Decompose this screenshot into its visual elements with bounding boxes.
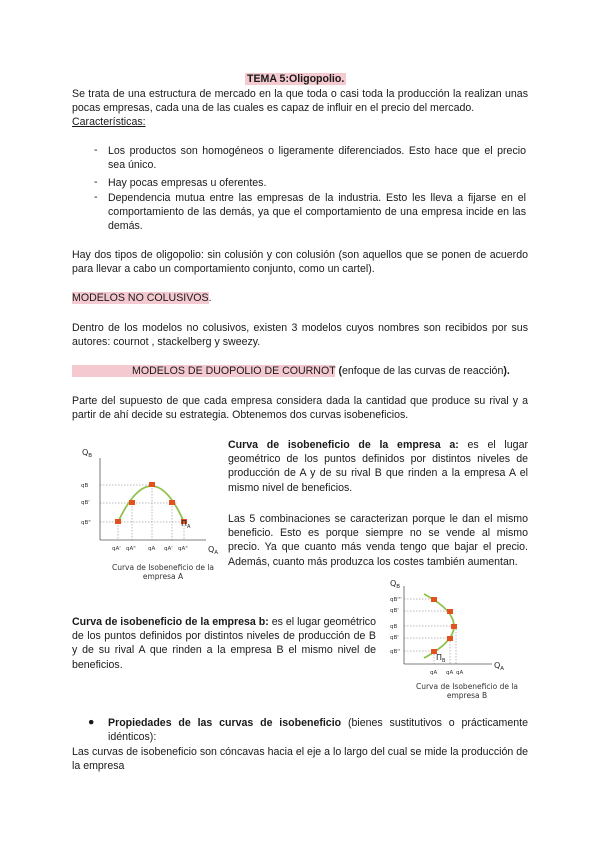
- figure-a-caption: Curva de Isobeneficio de la empresa A: [111, 563, 215, 581]
- x-tick-label: qA': [164, 546, 173, 552]
- y-tick-label: qB": [81, 520, 91, 526]
- pi-a-label: $\Pi_A$: [181, 519, 191, 530]
- x-axis-label: $Q_A$: [208, 545, 219, 556]
- x-tick-label: qA': [112, 546, 121, 552]
- guide-lines: [100, 485, 184, 540]
- list-dash: -: [94, 144, 98, 156]
- cournot-paren-open: (: [338, 365, 342, 377]
- properties-item: [108, 716, 528, 744]
- figure-a-diagram: [78, 440, 228, 565]
- figure-a: [78, 440, 228, 585]
- types-paragraph: Hay dos tipos de oligopolio: sin colusión y con colusión (son aquellos que se ponen de acuerdo para llevar a cabo un comportamiento conjunto, como un cartel).: [72, 249, 528, 276]
- title-text: TEMA 5:Oligopolio.: [247, 73, 345, 85]
- y-tick-label: qB': [390, 635, 399, 641]
- section-heading-no-colusivos: [72, 291, 212, 305]
- curve-b-text: es el lugar geométrico de los puntos definidos por distintos niveles de producción de B y de su rival A que rinden a la empresa B el mismo nivel de beneficios.: [72, 616, 376, 671]
- y-tick-label: qB''': [390, 597, 402, 603]
- curve-a-text: es el lugar geométrico de los puntos definidos por distintos niveles de producción de A y de su rival B que rinden a la empresa A el mismo nivel de beneficios.: [228, 439, 528, 494]
- y-tick-label: qB: [390, 624, 398, 630]
- x-tick-label: qA: [430, 670, 438, 676]
- no-colusivos-paragraph: Dentro de los modelos no colusivos, existen 3 modelos cuyos nombres son recibidos por sus autores: cournot , stackelberg y sweezy.: [72, 322, 528, 349]
- list-dash: -: [94, 176, 98, 188]
- bullet-dot: ●: [88, 716, 95, 728]
- point: [129, 500, 135, 505]
- point: [149, 482, 155, 487]
- combinations-paragraph: Las 5 combinaciones se caracterizan porque le dan el mismo beneficio. Esto es porque siempre no se vende al mismo precio. Ya que cuanto más venda tengo que bajar el precio. Además, cuanto más produzca los costes también aumentan.: [228, 513, 528, 568]
- point: [451, 624, 457, 629]
- point: [431, 597, 437, 602]
- x-tick-label: qA": [126, 546, 136, 552]
- properties-rest: (bienes sustitutivos o prácticamente idénticos):: [108, 717, 528, 744]
- cournot-paragraph: Parte del supuesto de que cada empresa considera dada la cantidad que produce su rival y a partir de ahí decide su estrategia. Obtenemos dos curvas isobeneficios.: [72, 395, 528, 422]
- intro-paragraph: Se trata de una estructura de mercado en la que toda o casi toda la producción la realizan unas pocas empresas, cada una de las cuales es capaz de influir en el precio del mercado.: [72, 88, 528, 115]
- properties-title: Propiedades de las curvas de isobeneficio: [108, 717, 342, 729]
- cournot-heading: [72, 364, 510, 378]
- x-axis-label: $Q_A$: [494, 661, 505, 672]
- list-dash: -: [94, 191, 98, 203]
- figure-b: [384, 578, 534, 703]
- cournot-heading-rest: enfoque de las curvas de reacción: [341, 365, 504, 377]
- list-item: Hay pocas empresas u oferentes.: [108, 177, 267, 189]
- curve-a-description: [228, 438, 528, 495]
- section-heading-text: MODELOS NO COLUSIVOS: [72, 292, 209, 304]
- y-tick-label: qB': [81, 500, 90, 506]
- y-tick-label: qB': [390, 608, 399, 614]
- last-paragraph: Las curvas de isobeneficio son cóncavas hacia el eje a lo largo del cual se mide la producción de la empresa: [72, 746, 528, 773]
- x-tick-label: qA: [456, 670, 464, 676]
- curve-a-title: Curva de isobeneficio de la empresa a:: [228, 439, 459, 451]
- x-tick-label: qA: [446, 670, 454, 676]
- point: [169, 500, 175, 505]
- y-axis-label: $Q_B$: [390, 579, 401, 590]
- point: [447, 636, 453, 641]
- cournot-paren-close: ).: [503, 365, 510, 377]
- section-heading-dot: .: [208, 292, 212, 304]
- features-heading: Características:: [72, 116, 146, 128]
- figure-b-caption: Curva de Isobeneficio de la empresa B: [415, 682, 519, 700]
- pi-b-label: $\Pi_B$: [436, 653, 446, 664]
- page-title: [245, 72, 346, 86]
- y-tick-label: qB: [81, 483, 89, 489]
- curve-b-title: Curva de isobeneficio de la empresa b:: [72, 616, 269, 628]
- cournot-heading-text: MODELOS DE DUOPOLIO DE COURNOT: [72, 365, 335, 377]
- x-tick-label: qA: [148, 546, 156, 552]
- y-axis-label: $Q_B$: [82, 448, 93, 459]
- point: [115, 519, 121, 524]
- list-item: Los productos son homogéneos o ligeramente diferenciados. Esto hace que el precio sea único.: [108, 145, 526, 172]
- list-item: Dependencia mutua entre las empresas de la industria. Esto les lleva a fijarse en el comportamiento de las demás, ya que el comportamiento de una empresa incide en las demás.: [108, 192, 526, 233]
- point: [447, 609, 453, 614]
- curve-b-description: [72, 615, 376, 672]
- y-tick-label: qB'': [390, 649, 401, 655]
- x-tick-label: qA": [178, 546, 188, 552]
- figure-b-diagram: [384, 578, 534, 678]
